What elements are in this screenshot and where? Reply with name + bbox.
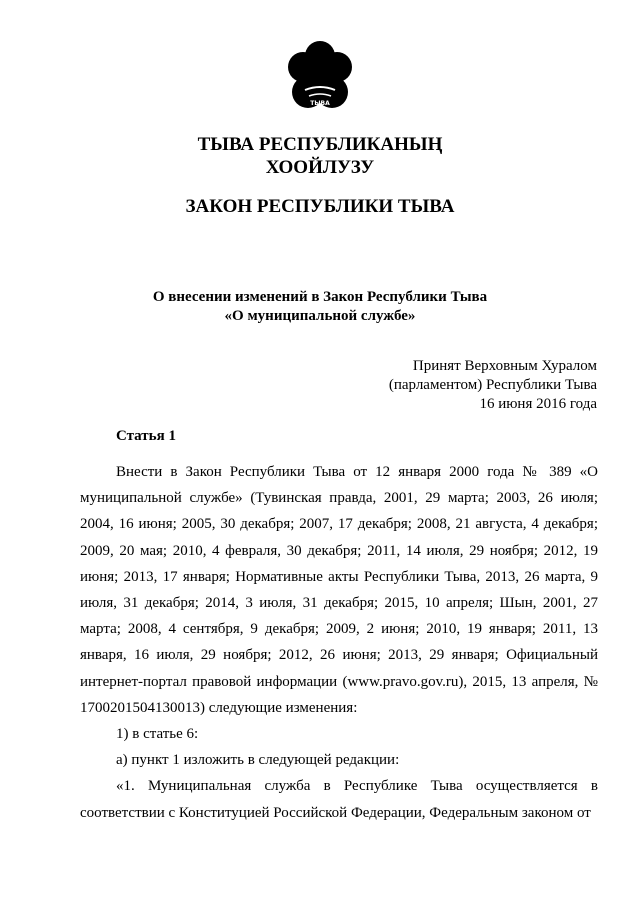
subject-line-2: «О муниципальной службе» (224, 308, 416, 324)
document-subject (0, 288, 640, 326)
law-title: ЗАКОН РЕСПУБЛИКИ ТЫВА (185, 196, 455, 217)
article-paragraph-4: «1. Муниципальная служба в Республике Тыва осуществляется в соответствии с Конституцией Российской Федерации, Федеральным законом от (80, 778, 598, 821)
article-paragraph-3: а) пункт 1 изложить в следующей редакции: (116, 752, 400, 769)
article-heading: Статья 1 (116, 428, 176, 444)
adoption-line-2: (парламентом) Республики Тыва (388, 377, 597, 393)
header-line-1: ТЫВА РЕСПУБЛИКАНЫҢ (197, 134, 443, 155)
svg-text:ТЫВА: ТЫВА (310, 100, 330, 107)
parliament-header (0, 133, 640, 179)
tuva-emblem-icon (275, 40, 365, 120)
header-line-2: ХООЙЛУЗУ (265, 157, 375, 178)
adoption-note (389, 357, 597, 414)
subject-line-1: О внесении изменений в Закон Республики Тыва (152, 289, 488, 305)
article-paragraph-1: Внести в Закон Республики Тыва от 12 января 2000 года № 389 «О муниципальной службе» (Тувинская правда, 2001, 29 марта; 2003, 26 июля; 2004, 16 июня; 2005, 30 декабря; 2007, 17 декабря; 2008, 21 августа, 4 декабря; 2009, 20 мая; 2010, 4 февраля, 30 декабря; 2011, 14 июля, 29 ноября; 2012, 19 июня; 2013, 17 января; Нормативные акты Республики Тыва, 2013, 26 марта, 9 июля, 31 декабря; 2014, 3 июля, 31 декабря; 2015, 10 апреля; Шын, 2001, 27 марта; 2008, 4 сентября, 9 декабря; 2009, 2 июня; 2010, 19 января; 2011, 13 января, 16 июля, 29 ноября; 2012, 26 июня; 2013, 29 января; Официальный интернет-портал правовой информации (www.pravo.gov.ru), 2015, 13 апреля, № 1700201504130013) следующие изменения: (80, 464, 598, 716)
adoption-line-1: Принят Верховным Хуралом (412, 358, 597, 374)
article-body (80, 459, 598, 826)
adoption-date: 16 июня 2016 года (479, 396, 597, 412)
article-paragraph-2: 1) в статье 6: (116, 726, 199, 743)
